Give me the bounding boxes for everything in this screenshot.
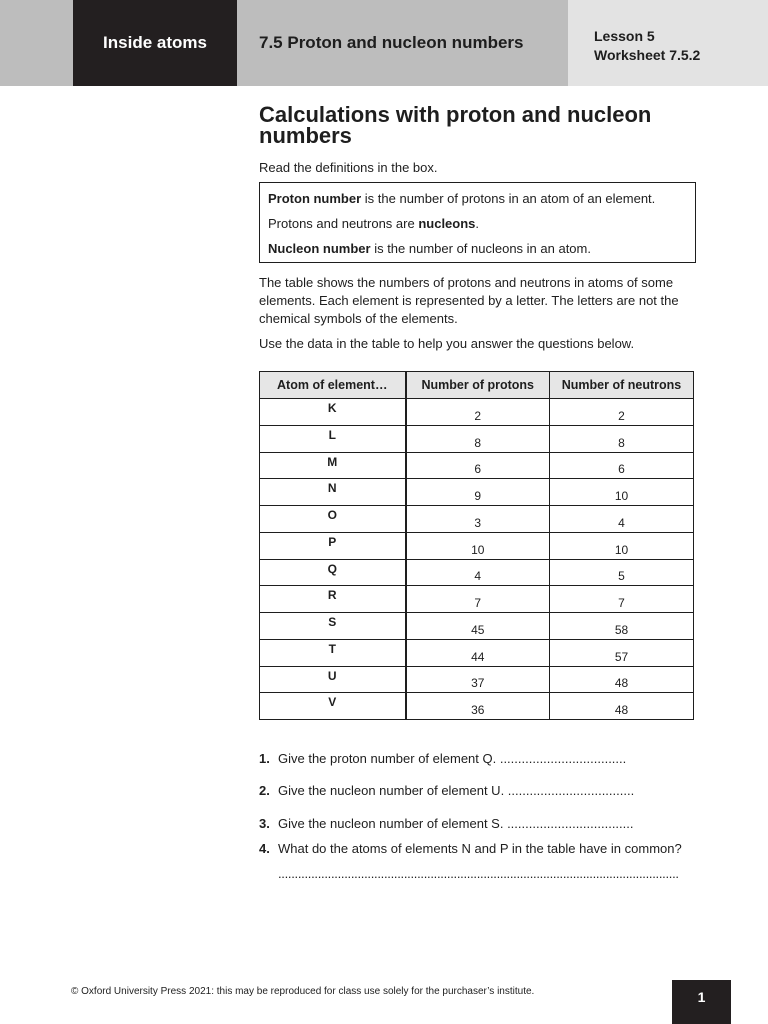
- neutrons-cell: 7: [550, 586, 694, 613]
- question-number: 4.: [259, 841, 270, 856]
- question-text: Give the proton number of element Q. ...................................: [278, 751, 627, 766]
- protons-cell: 3: [406, 506, 550, 533]
- question-number: 3.: [259, 816, 270, 831]
- question-text: Give the nucleon number of element U. ...................................: [278, 783, 635, 798]
- worksheet-header: [0, 0, 768, 86]
- question-number: 2.: [259, 783, 270, 798]
- neutrons-cell: 4: [550, 506, 694, 533]
- neutrons-cell: 8: [550, 425, 694, 452]
- column-header: Number of neutrons: [550, 372, 694, 399]
- table-row: [260, 586, 694, 613]
- table-row: [260, 506, 694, 533]
- definition-line: Nucleon number is the number of nucleons in an atom.: [268, 241, 591, 256]
- element-letter: O: [260, 506, 406, 533]
- column-header: Number of protons: [406, 372, 550, 399]
- element-letter: N: [260, 479, 406, 506]
- element-letter: R: [260, 586, 406, 613]
- protons-cell: 37: [406, 666, 550, 693]
- neutrons-cell: 57: [550, 639, 694, 666]
- intro-text: Read the definitions in the box.: [259, 160, 438, 175]
- element-letter: Q: [260, 559, 406, 586]
- table-row: [260, 639, 694, 666]
- protons-cell: 45: [406, 613, 550, 640]
- table-row: [260, 532, 694, 559]
- header-margin-block: [0, 0, 73, 86]
- question-number: 1.: [259, 751, 270, 766]
- topic-title: 7.5 Proton and nucleon numbers: [237, 0, 568, 86]
- page-title: Calculations with proton and nucleon numbers: [259, 102, 652, 148]
- protons-cell: 6: [406, 452, 550, 479]
- question-3: [259, 815, 634, 833]
- protons-cell: 4: [406, 559, 550, 586]
- element-letter: P: [260, 532, 406, 559]
- neutrons-cell: 10: [550, 479, 694, 506]
- answer-line: .........................................................................................................................: [278, 866, 679, 881]
- lesson-label: Lesson 5: [594, 28, 655, 44]
- neutrons-cell: 6: [550, 452, 694, 479]
- protons-cell: 44: [406, 639, 550, 666]
- definition-line: Protons and neutrons are nucleons.: [268, 216, 480, 231]
- question-4: [259, 840, 682, 858]
- protons-cell: 2: [406, 399, 550, 426]
- protons-cell: 9: [406, 479, 550, 506]
- unit-title: Inside atoms: [73, 0, 237, 86]
- element-letter: L: [260, 425, 406, 452]
- page-number: 1: [672, 980, 731, 1024]
- table-row: [260, 399, 694, 426]
- element-letter: U: [260, 666, 406, 693]
- element-letter: V: [260, 693, 406, 720]
- question-text: What do the atoms of elements N and P in the table have in common?: [278, 841, 682, 856]
- neutrons-cell: 48: [550, 693, 694, 720]
- protons-cell: 10: [406, 532, 550, 559]
- column-header: Atom of element…: [260, 372, 406, 399]
- table-description: The table shows the numbers of protons and neutrons in atoms of some elements. Each element is represented by a letter. The letters are not the chemical symbols of the elements.: [259, 275, 679, 326]
- table-row: [260, 693, 694, 720]
- neutrons-cell: 5: [550, 559, 694, 586]
- neutrons-cell: 48: [550, 666, 694, 693]
- element-letter: S: [260, 613, 406, 640]
- table-row: [260, 425, 694, 452]
- question-1: [259, 750, 626, 768]
- table-header-row: [260, 372, 694, 399]
- table-row: [260, 452, 694, 479]
- question-text: Give the nucleon number of element S. ...................................: [278, 816, 634, 831]
- lesson-info: [568, 0, 768, 86]
- neutrons-cell: 10: [550, 532, 694, 559]
- element-letter: M: [260, 452, 406, 479]
- definition-line: Proton number is the number of protons in an atom of an element.: [268, 191, 656, 206]
- definitions-box: [259, 182, 696, 263]
- neutrons-cell: 2: [550, 399, 694, 426]
- element-letter: T: [260, 639, 406, 666]
- protons-cell: 7: [406, 586, 550, 613]
- copyright-footer: © Oxford University Press 2021: this may be reproduced for class use solely for the purchaser’s institute.: [71, 986, 535, 997]
- table-row: [260, 559, 694, 586]
- table-row: [260, 613, 694, 640]
- table-instruction: Use the data in the table to help you answer the questions below.: [259, 336, 635, 351]
- element-data-table: [259, 371, 694, 720]
- table-row: [260, 479, 694, 506]
- protons-cell: 36: [406, 693, 550, 720]
- neutrons-cell: 58: [550, 613, 694, 640]
- protons-cell: 8: [406, 425, 550, 452]
- table-row: [260, 666, 694, 693]
- element-letter: K: [260, 399, 406, 426]
- worksheet-label: Worksheet 7.5.2: [594, 47, 701, 63]
- question-2: [259, 782, 634, 800]
